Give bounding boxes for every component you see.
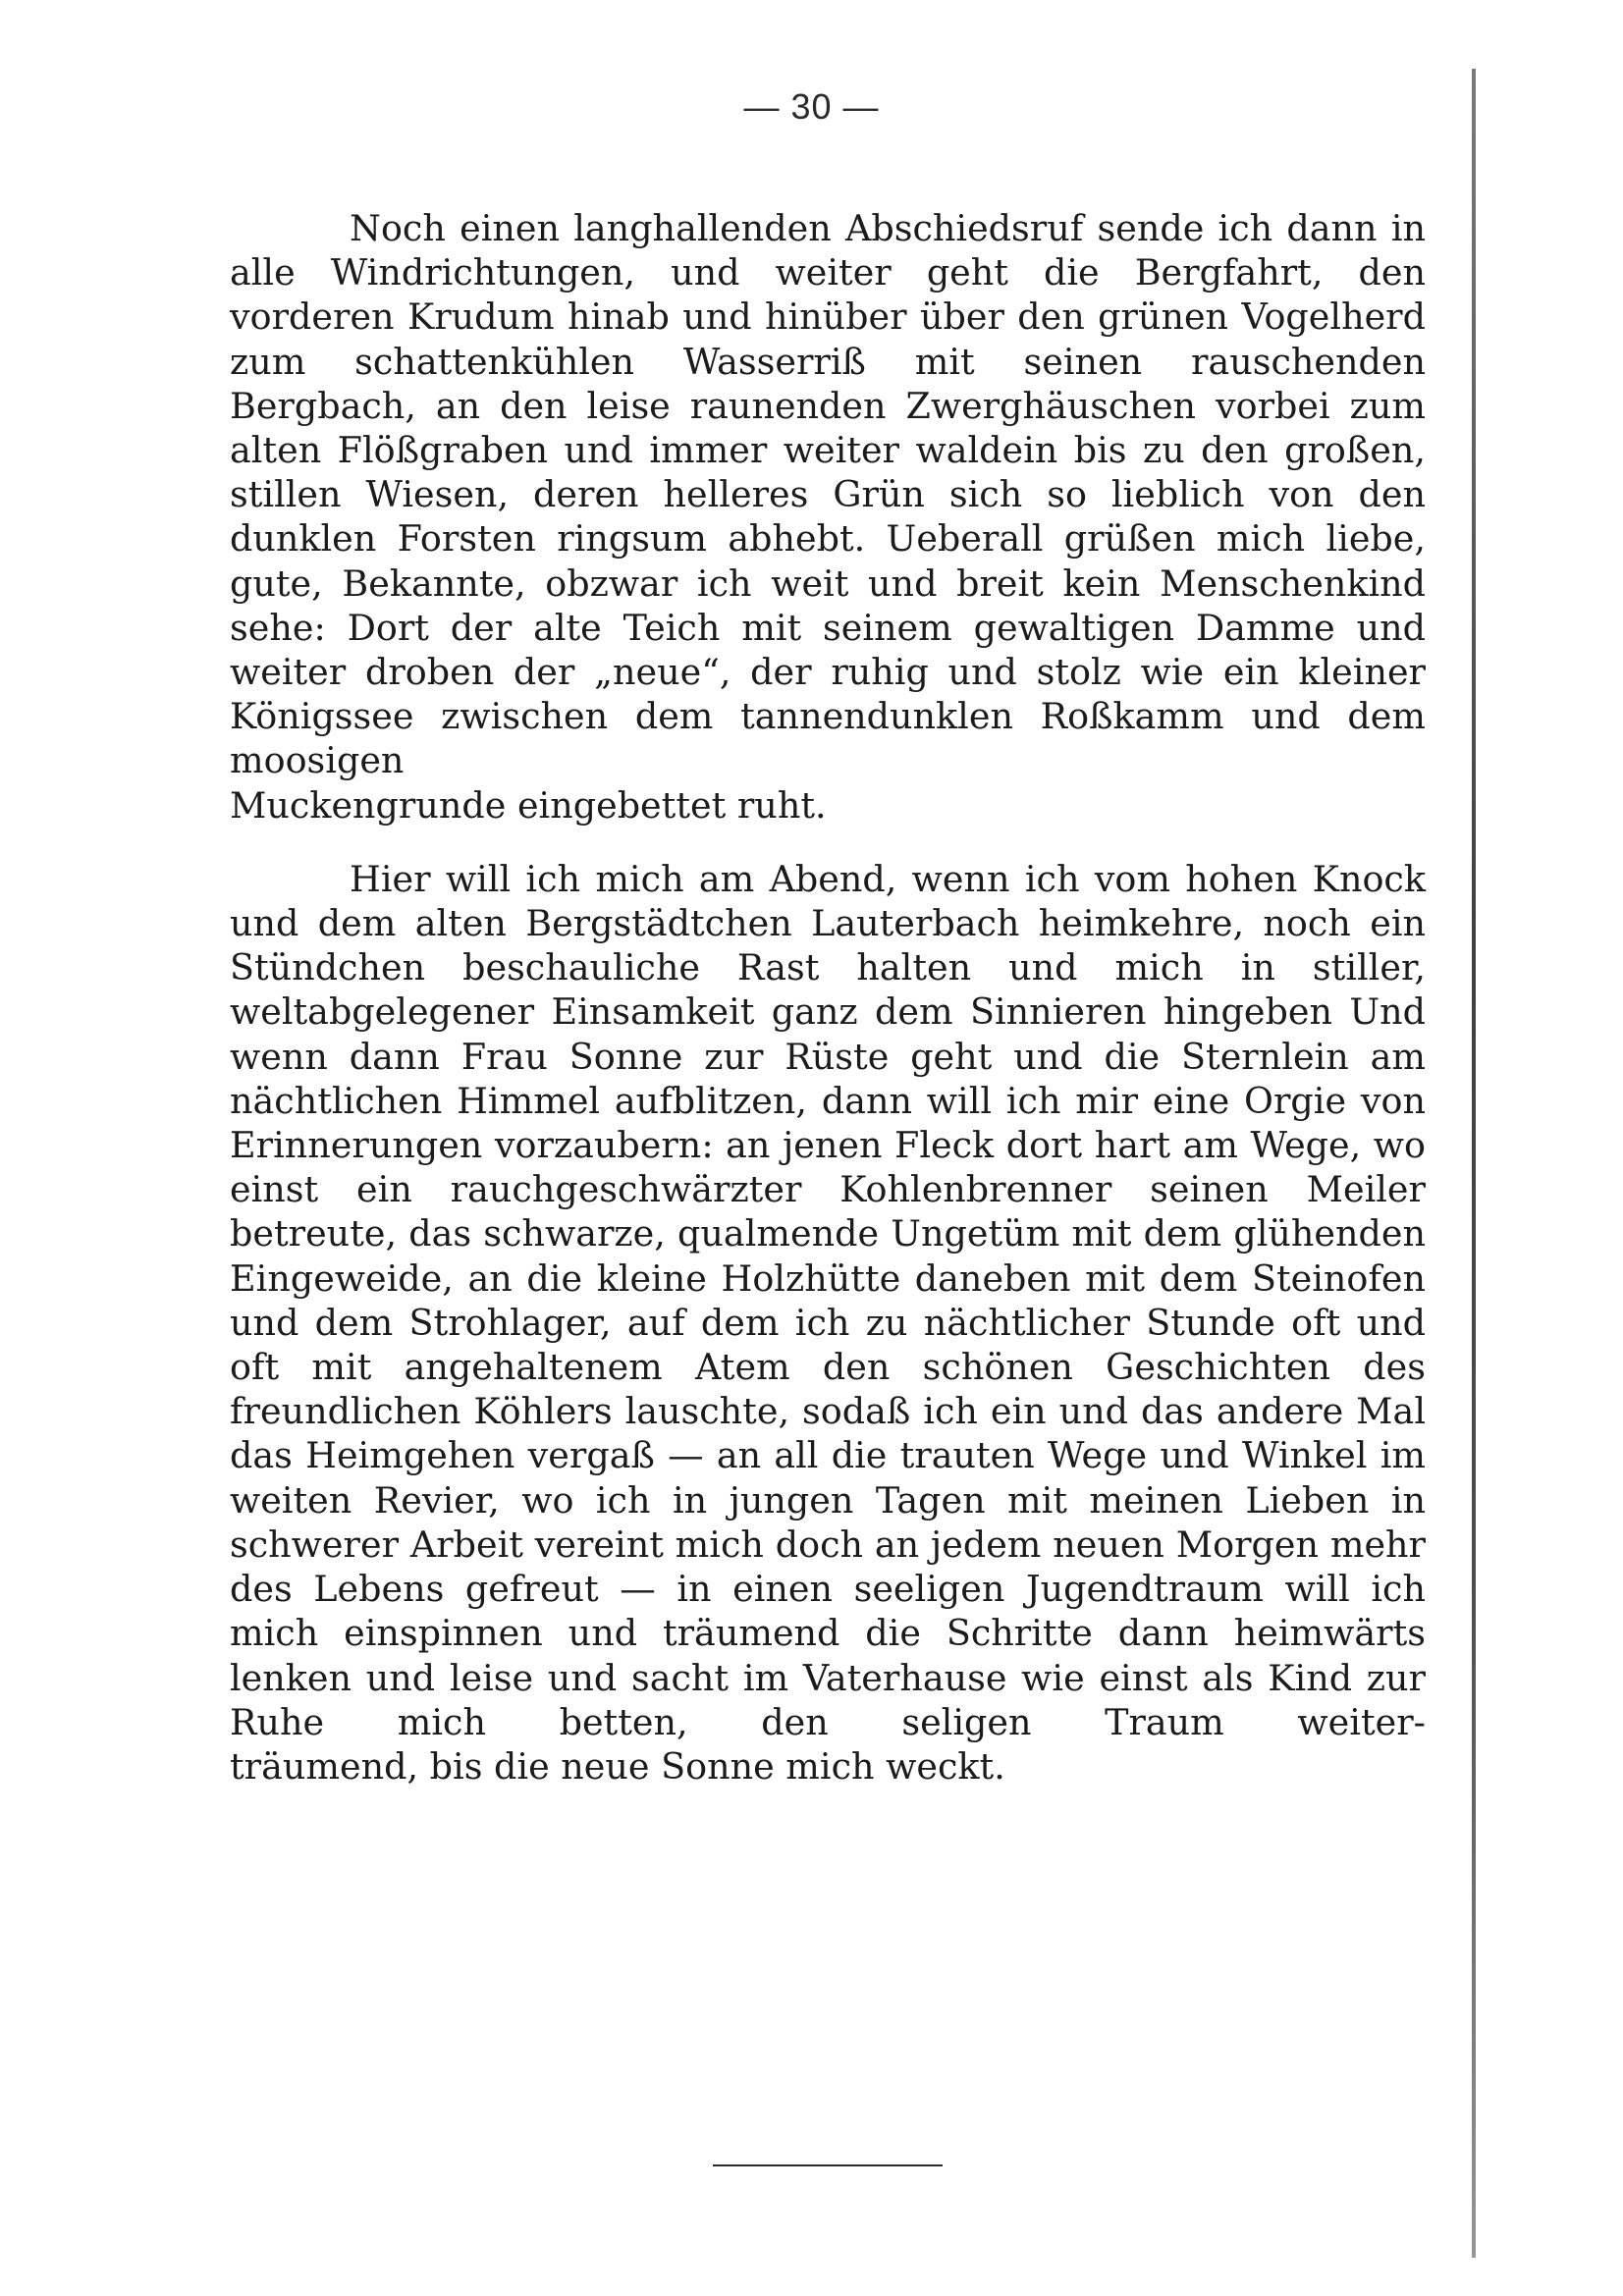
- paragraph-1-body: Noch einen langhallenden Abschiedsruf sende ich dann in alle Windrichtungen, und weiter geht die Bergfahrt, den vorderen Krudum hinab und hinüber über den grünen Vogelherd zum schattenkühlen Wasserriß mit seinen rauschenden Bergbach, an den leise raunenden Zwerghäuschen vorbei zum alten Flößgraben und immer weiter waldein bis zu den großen, stillen Wiesen, deren helleres Grün sich so lieblich von den dunklen Forsten ringsum abhebt. Ueberall grüßen mich liebe, gute, Bekannte, obzwar ich weit und breit kein Menschenkind sehe: Dort der alte Teich mit seinem gewaltigen Damme und weiter droben der „neue“, der ruhig und stolz wie ein kleiner Königssee zwischen dem tannendunklen Roßkamm und dem moosigen: [230, 207, 1426, 782]
- paragraph-2: [230, 857, 1426, 1789]
- paragraph-2-body: Hier will ich mich am Abend, wenn ich vom hohen Knock und dem alten Bergstädtchen Lauterbach heimkehre, noch ein Stündchen beschauliche Rast halten und mich in stiller, weltabgelegener Einsamkeit ganz dem Sinnieren hingeben Und wenn dann Frau Sonne zur Rüste geht und die Sternlein am nächtlichen Himmel aufblitzen, dann will ich mir eine Orgie von Erinnerungen vorzaubern: an jenen Fleck dort hart am Wege, wo einst ein rauchgeschwärzter Kohlenbrenner seinen Meiler betreute, das schwarze, qualmende Ungetüm mit dem glühenden Eingeweide, an die kleine Holzhütte daneben mit dem Steinofen und dem Strohlager, auf dem ich zu nächtlicher Stunde oft und oft mit angehaltenem Atem den schönen Geschichten des freundlichen Köhlers lauschte, sodaß ich ein und das andere Mal das Heimgehen vergaß — an all die trauten Wege und Winkel im weiten Revier, wo ich in jungen Tagen mit meinen Lieben in schwerer Arbeit vereint mich doch an jedem neuen Morgen mehr des Lebens gefreut — in einen seeligen Jugendtraum will ich mich einspinnen und träumend die Schritte dann heimwärts lenken und leise und sacht im Vaterhause wie einst als Kind zur Ruhe mich betten, den seligen Traum weiter-: [230, 857, 1426, 1743]
- paragraph-1-last-line: Muckengrunde eingebettet ruht.: [230, 783, 827, 827]
- end-rule: [713, 2164, 943, 2166]
- page-number: — 30 —: [743, 86, 880, 127]
- scan-binding-edge: [1472, 69, 1476, 2258]
- body-text: [230, 206, 1426, 1789]
- paragraph-2-last-line: träumend, bis die neue Sonne mich weckt.: [230, 1744, 1005, 1788]
- paragraph-1: [230, 206, 1426, 828]
